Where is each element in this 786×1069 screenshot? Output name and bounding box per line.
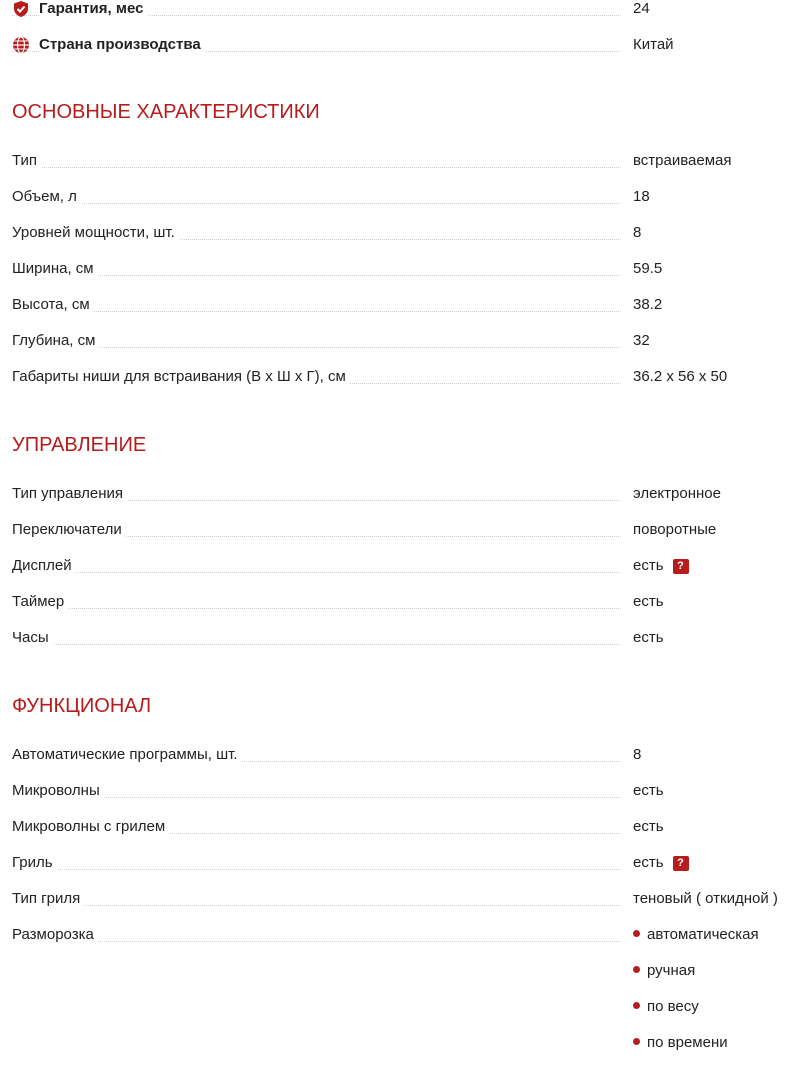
spec-value: есть [633,782,664,799]
spec-value: 38.2 [633,296,663,313]
dotted-leader [12,203,621,204]
spec-label: Гриль [12,851,57,875]
spec-value: есть [633,593,664,610]
spec-label: Автоматические программы, шт. [12,743,241,767]
spec-row-country [12,33,786,69]
spec-label: Уровней мощности, шт. [12,221,179,245]
section-title-controls: УПРАВЛЕНИЕ [12,434,147,456]
list-item [633,1031,759,1067]
dotted-leader [12,608,621,609]
spec-value: Китай [633,36,674,53]
dotted-leader [12,167,621,168]
spec-value: 36.2 x 56 x 50 [633,368,728,385]
spec-label: Разморозка [12,923,98,947]
list-item-label: по весу [647,998,699,1015]
help-icon[interactable]: ? [673,856,689,871]
dotted-leader [12,572,621,573]
bullet-icon [633,1038,640,1045]
spec-value: встраиваемая [633,152,732,169]
spec-row [12,293,786,329]
spec-value [633,554,689,578]
spec-label: Микроволны с грилем [12,815,169,839]
spec-label: Тип управления [12,482,127,506]
spec-row [12,851,786,887]
list-item [633,923,759,959]
list-item-label: ручная [647,962,696,979]
spec-value: теновый ( откидной ) [633,890,778,907]
spec-label: Высота, см [12,293,94,317]
defrost-options-list [633,923,759,1067]
spec-row [12,221,786,257]
shield-check-icon [12,0,30,18]
spec-row [12,518,786,554]
spec-value: 59.5 [633,260,663,277]
spec-row [12,815,786,851]
spec-label: Тип гриля [12,887,84,911]
spec-value: 8 [633,224,642,241]
spec-value [633,851,689,875]
bullet-icon [633,966,640,973]
spec-label: Страна производства [39,33,205,57]
spec-label: Таймер [12,590,68,614]
spec-value: электронное [633,485,721,502]
spec-row [12,482,786,518]
spec-value: 18 [633,188,650,205]
spec-label: Переключатели [12,518,126,542]
spec-label: Микроволны [12,779,104,803]
spec-label: Глубина, см [12,329,99,353]
bullet-icon [633,930,640,937]
dotted-leader [12,941,621,942]
section-title-main-specs: ОСНОВНЫЕ ХАРАКТЕРИСТИКИ [12,101,320,123]
spec-value: есть [633,629,664,646]
spec-row [12,149,786,185]
spec-label: Габариты ниши для встраивания (В х Ш х Г), см [12,365,350,389]
spec-label: Дисплей [12,554,76,578]
spec-row [12,779,786,815]
help-icon[interactable]: ? [673,559,689,574]
spec-label: Гарантия, мес [39,0,147,21]
dotted-leader [12,869,621,870]
spec-value: 32 [633,332,650,349]
spec-row-warranty [12,0,786,33]
spec-row [12,590,786,626]
spec-row [12,329,786,365]
dotted-leader [12,347,621,348]
spec-label: Часы [12,626,53,650]
spec-value: 8 [633,746,642,763]
spec-row [12,626,786,662]
dotted-leader [12,311,621,312]
spec-row [12,257,786,293]
spec-row [12,365,786,401]
spec-row [12,887,786,923]
dotted-leader [12,905,621,906]
spec-value: есть [633,818,664,835]
spec-value: 24 [633,0,650,17]
spec-row [12,554,786,590]
spec-row [12,743,786,779]
dotted-leader [12,275,621,276]
dotted-leader [12,644,621,645]
list-item [633,959,759,995]
list-item [633,995,759,1031]
spec-label: Объем, л [12,185,81,209]
spec-value-text: есть [633,854,664,871]
spec-row [12,185,786,221]
spec-value: поворотные [633,521,717,538]
globe-icon [12,36,30,54]
list-item-label: по времени [647,1034,728,1051]
bullet-icon [633,1002,640,1009]
list-item-label: автоматическая [647,926,759,943]
spec-label: Ширина, см [12,257,98,281]
spec-value-text: есть [633,557,664,574]
spec-label: Тип [12,149,41,173]
section-title-functions: ФУНКЦИОНАЛ [12,695,152,717]
